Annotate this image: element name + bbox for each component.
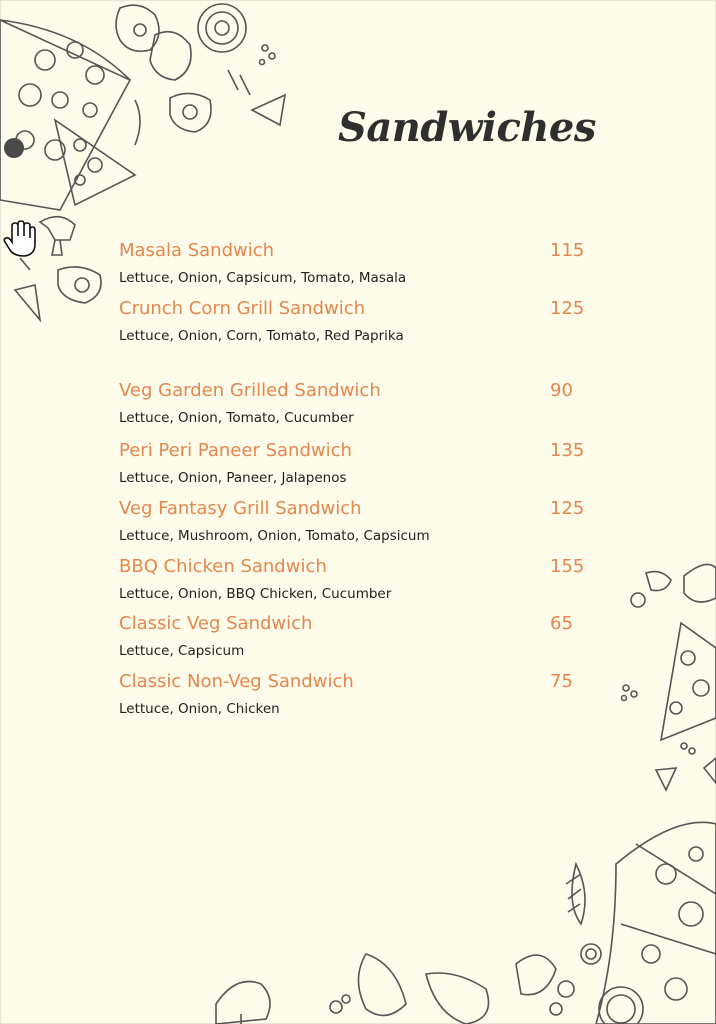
menu-item-name: Classic Non-Veg Sandwich — [119, 671, 354, 692]
menu-item-price: 90 — [550, 380, 573, 401]
menu-item-description: Lettuce, Onion, Corn, Tomato, Red Paprika — [119, 328, 404, 344]
menu-item-price: 65 — [550, 613, 573, 634]
menu-item-name: Classic Veg Sandwich — [119, 613, 313, 634]
menu-item-price: 75 — [550, 671, 573, 692]
pepper-dot-decoration — [4, 138, 24, 158]
menu-item-price: 135 — [550, 440, 585, 461]
menu-item-description: Lettuce, Onion, Capsicum, Tomato, Masala — [119, 270, 407, 286]
hand-cursor-icon — [2, 220, 36, 258]
menu-item-name: Masala Sandwich — [119, 240, 275, 261]
menu-item-description: Lettuce, Onion, Paneer, Jalapenos — [119, 470, 347, 486]
menu-item-price: 125 — [550, 498, 585, 519]
menu-item-description: Lettuce, Onion, Chicken — [119, 701, 280, 717]
menu-item-name: Veg Fantasy Grill Sandwich — [119, 498, 362, 519]
page-title: Sandwiches — [338, 104, 596, 151]
menu-item-name: Crunch Corn Grill Sandwich — [119, 298, 365, 319]
menu-item-price: 115 — [550, 240, 585, 261]
menu-item-name: Veg Garden Grilled Sandwich — [119, 380, 381, 401]
menu-item-description: Lettuce, Onion, BBQ Chicken, Cucumber — [119, 586, 392, 602]
menu-item-description: Lettuce, Mushroom, Onion, Tomato, Capsicum — [119, 528, 430, 544]
menu-item-price: 125 — [550, 298, 585, 319]
pizza-illustration-right — [606, 558, 716, 798]
menu-item-price: 155 — [550, 556, 585, 577]
menu-item-description: Lettuce, Onion, Tomato, Cucumber — [119, 410, 354, 426]
pizza-illustration-bottom — [196, 804, 716, 1024]
menu-item-name: BBQ Chicken Sandwich — [119, 556, 327, 577]
menu-item-description: Lettuce, Capsicum — [119, 643, 245, 659]
menu-item-name: Peri Peri Paneer Sandwich — [119, 440, 352, 461]
